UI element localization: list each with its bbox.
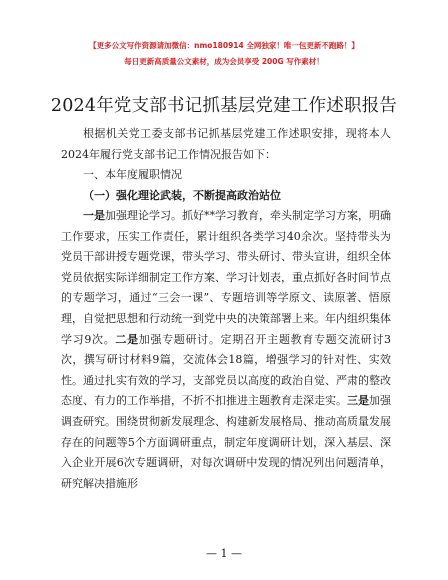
body-paragraph xyxy=(61,206,391,494)
point-text-3: 加强调查研究。围绕贯彻新发展理念、构建新发展格局、推动高质量发展存在的问题等5个方面调研重点，制定年度调研计划，深入基层、深入企业开展6次专题调研，对每次调研中发现的情况列出问题清单，研究解决措施形 xyxy=(61,394,391,490)
section-heading-1: 一、本年度履职情况 xyxy=(83,168,182,181)
subsection-heading-1: （一）强化理论武装，不断提高政治站位 xyxy=(83,189,281,202)
point-text-2: 加强专题研讨。定期召开主题教育专题交流研讨3次，撰写研讨材料9篇，交流体会18篇，增强学习的针对性、实效性。通过扎实有效的学习，支部党员以高度的政治自觉、严肃的整改态度、有力的工作举措，不折不扣推进主题教育走深走实。 xyxy=(61,332,392,408)
point-lead-2: 二是 xyxy=(115,332,139,346)
intro-paragraph: 根据机关党工委支部书记抓基层党建工作述职安排，现将本人2024年履行党支部书记工作情况报告如下： xyxy=(61,127,391,161)
point-text-1: 加强理论学习。抓好**学习教育，牵头制定学习方案，明确工作要求，压实工作责任，累计组织各类学习40余次。坚持带头为党员干部讲授专题党课，带头学习、带头研讨、带头宣讲，组织全体党员依据实际详细制定工作方案、学习计划表，重点抓好各时间节点的专题学习，通过“三会一课”、专题培训等学原文、读原著、悟原理，自觉把思想和行动统一到党中央的决策部署上来。年内组织集体学习9次。 xyxy=(61,209,391,346)
promo-banner-line2: 每日更新高质量公文素材，成为会员享受 200G 写作素材！ xyxy=(124,57,324,66)
point-lead-1: 一是 xyxy=(83,209,105,222)
point-lead-3: 三是 xyxy=(347,394,369,408)
document-title: 2024年党支部书记抓基层党建工作述职报告 xyxy=(50,96,398,116)
promo-banner-line1: 【更多公文写作资源请加微信：nmo180914 全网独家！唯一包更新不跑路！】 xyxy=(89,41,359,50)
page-number: — 1 — xyxy=(206,547,242,560)
